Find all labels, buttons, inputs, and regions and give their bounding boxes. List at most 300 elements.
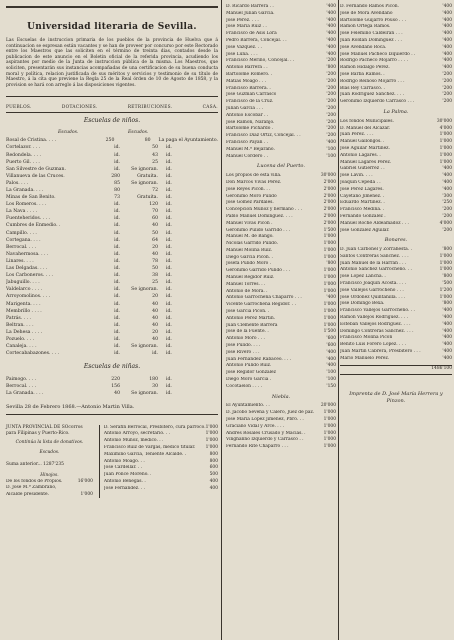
donor-name: Domingo Contreras Sanchez. . . . [340, 328, 414, 334]
table-cell: Los Carboneros. . . . [6, 273, 54, 279]
donor-amount: 1'000 [323, 275, 336, 281]
donor-amount: '600 [326, 336, 336, 342]
top-rule [6, 6, 218, 8]
donor-name: Francisco Merino, Concejal. . . [226, 58, 295, 64]
list-item [226, 214, 336, 221]
list-item [340, 187, 452, 194]
junta-section: Hinojos. [40, 472, 59, 478]
list-item [226, 437, 336, 444]
list-item [226, 384, 336, 391]
donor-amount: '400 [326, 37, 336, 43]
donor-name: Los fondos Municipales. [340, 118, 394, 124]
list-item [340, 132, 452, 139]
donor-list [100, 425, 218, 499]
table-cell: id. [114, 152, 120, 158]
table-cell: 73 [114, 195, 120, 201]
list-item [340, 295, 452, 302]
donor-name: Manuel Vivas Picon . [226, 220, 273, 226]
donor-name: Francisco Molina Picon [340, 335, 393, 341]
list-item [226, 403, 336, 410]
donor-amount: 2'000 [323, 200, 336, 206]
donor-name: Gabriel Gutierrez . . [340, 166, 385, 172]
donor-amount: 2'000 [323, 186, 336, 192]
section-heading: La Palma. [383, 108, 409, 115]
table-cell: Arroyomolinos. . . . [6, 294, 51, 300]
list-item [226, 323, 336, 330]
donor-name: José María Ruiz . . [226, 24, 267, 30]
table-cell: Cortegana. . . . [6, 237, 41, 243]
donor-name: Juan Fernandez Rabaceo. . . . [226, 356, 292, 362]
list-item [226, 65, 336, 72]
table-cell: id. [166, 315, 172, 321]
donor-amount: '400 [442, 37, 452, 43]
donor-name: Juan Rodriguez Sanchez. . . . [340, 92, 405, 98]
donor-amount: 1'000 [323, 302, 336, 308]
list-item [226, 431, 336, 438]
table-cell: Berrocal. . . . [6, 384, 37, 390]
donor-amount: '600 [326, 343, 336, 349]
table-cell: id. [114, 322, 120, 328]
donor-name: Concepcion Muñoz y hermano . . . [226, 207, 302, 213]
table-cell: id. [114, 315, 120, 321]
donor-name: José Lavin. . . . [340, 173, 373, 179]
table-cell: id. [166, 244, 172, 250]
list-item [226, 200, 336, 207]
donor-amount: 1'000 [323, 410, 336, 416]
table-row [6, 237, 218, 244]
donor-list [340, 119, 452, 235]
girls-schools-table [6, 376, 218, 397]
donor-name: José Gonzalez Aguilar. [340, 227, 390, 233]
table-cell: 20 [152, 244, 158, 250]
donor-name: Fernando Rite Chaparro . . . [226, 444, 289, 450]
table-row [6, 251, 218, 258]
donor-name: Antonio Muñoz, médico. . . [103, 438, 164, 444]
table-cell: La Granada. . . . [6, 391, 44, 397]
list-item [340, 126, 452, 133]
donor-amount: '400 [326, 31, 336, 37]
donor-amount: 20'000 [320, 403, 336, 409]
donor-amount: '100 [326, 146, 336, 152]
donor-name: José Vazquez. . . [226, 44, 262, 50]
donor-amount: 1'000 [439, 139, 452, 145]
table-cell: Minas de San Benito. [6, 195, 56, 201]
list-item [226, 295, 336, 302]
donor-name: Santos Contreras Sanchez. . . . [340, 253, 409, 259]
donor-amount: 600 [209, 465, 218, 471]
table-cell: id. [166, 391, 172, 397]
table-row [6, 144, 218, 151]
donor-name: Francisco de la Cruz. [226, 99, 274, 105]
donor-amount: '100 [326, 370, 336, 376]
table-cell: id. [166, 188, 172, 193]
donor-amount: 30'000 [320, 173, 336, 179]
donor-amount: '200 [442, 227, 452, 233]
table-row [6, 208, 218, 215]
list-item [226, 194, 336, 201]
table-cell: La Nava . . . . [6, 209, 38, 215]
table-header [6, 105, 218, 110]
table-cell: Patrás. . . . [6, 315, 31, 321]
table-cell: id. [166, 266, 172, 272]
table-row [6, 180, 218, 187]
donor-name: Manuel M. de Bango. [226, 234, 274, 240]
table-cell: Jabuguillo. . . . [6, 280, 40, 286]
list-item [340, 119, 452, 126]
donor-name: Antonio Lagares. . [340, 152, 381, 158]
table-cell: 80 [114, 188, 120, 193]
list-item [226, 302, 336, 309]
list-item [226, 316, 336, 323]
table-cell: Puerto Gil. . . . [6, 159, 40, 165]
table-cell: San Silvestre de Guzman. [6, 166, 66, 172]
donor-amount: 1'000 [323, 247, 336, 253]
donor-amount: '200 [326, 92, 336, 98]
donor-amount: '800 [326, 65, 336, 71]
divider [6, 414, 218, 415]
table-row [6, 308, 218, 315]
list-item [226, 248, 336, 255]
table-row [6, 194, 218, 201]
list-item [104, 452, 218, 459]
table-cell: id. [114, 159, 120, 165]
table-cell: Beltran. . . . [6, 322, 34, 328]
donor-name: José Felemino Caldeiran . . . [340, 31, 403, 37]
list-item [340, 221, 452, 228]
table-cell: id. [114, 294, 120, 300]
middle-column [226, 4, 336, 451]
table-cell: id. [166, 251, 172, 257]
list-item [226, 424, 336, 431]
donor-name: Geronimo Pulido Garrido . . . [226, 227, 291, 233]
table-cell: 250 [105, 138, 115, 144]
donor-name: Vinghanno Izquierdo y Carrasco . . [226, 437, 304, 443]
list-item [226, 336, 336, 343]
donor-name: Benito Luis Forero Lopez. . . . [340, 342, 406, 348]
donor-amount: '400 [326, 51, 336, 57]
table-row [6, 350, 218, 357]
donor-name: Antonio Moro . . . [226, 336, 265, 342]
list-item [226, 275, 336, 282]
donor-amount: '100 [326, 153, 336, 159]
list-item [226, 329, 336, 336]
table-cell: id. [114, 209, 120, 215]
donor-amount: 1'000 [205, 444, 218, 450]
donor-amount: '300 [442, 193, 452, 199]
donor-amount: 2'000 [323, 213, 336, 219]
table-cell: id. [114, 308, 120, 314]
donor-amount: 4'000 [439, 125, 452, 131]
donor-name: Esteban Vallejos Rodriguez. . . . [340, 321, 411, 327]
donor-name: Francisco Payan . . [226, 139, 269, 145]
list-item [340, 79, 452, 86]
table-row [6, 173, 218, 180]
list-item [340, 160, 452, 167]
list-item [226, 261, 336, 268]
donor-name: Antonio Moago. . . [103, 458, 145, 464]
page-title: Universidad literaria de Sevilla. [27, 22, 197, 32]
list-item [340, 11, 452, 18]
list-item [340, 281, 452, 288]
list-item [226, 106, 336, 113]
donor-name: D. José M.ª Zambrano, [6, 485, 57, 491]
donor-amount: '400 [442, 24, 452, 30]
junta-block [6, 425, 100, 499]
donor-amount: '200 [326, 126, 336, 132]
donor-amount: 1'000 [323, 288, 336, 294]
table-cell: id. [114, 244, 120, 250]
table-cell: Redondela. . . . [6, 152, 41, 158]
donor-name: Manuel Roche Aldeamadoz . . . [340, 220, 409, 226]
donor-amount: 1'000 [323, 309, 336, 315]
donor-name: José Fernandez. . . [103, 485, 146, 491]
donor-amount: '400 [442, 186, 452, 192]
donor-amount: 1'000 [439, 159, 452, 165]
donor-name: José Lopez Lancha. . [340, 274, 386, 280]
donor-amount: '200 [326, 58, 336, 64]
table-row [6, 279, 218, 286]
donor-amount: 1'000 [205, 431, 218, 437]
junta-sum: Suma anterior... 1287'235 [6, 462, 64, 468]
donor-name: Manuel Lagares Perez. [340, 159, 392, 165]
list-item [340, 274, 452, 281]
list-item [340, 58, 452, 65]
list-item [226, 417, 336, 424]
list-item [340, 24, 452, 31]
donor-amount: '400 [442, 4, 452, 9]
list-item [226, 410, 336, 417]
table-cell: Berrocal. . . . [6, 244, 37, 250]
donor-name: Alcalde presidente. [6, 491, 50, 497]
list-item [340, 86, 452, 93]
donor-amount: '400 [442, 31, 452, 37]
list-item [226, 289, 336, 296]
table-cell: 25 [152, 280, 158, 286]
table-cell: id. [166, 258, 172, 264]
table-cell: 40 [152, 336, 158, 342]
donor-name: Manuel Cordero . . [226, 153, 269, 159]
list-item [340, 180, 452, 187]
table-cell: Navahermosa. . . . [6, 251, 49, 257]
table-cell: 40 [152, 322, 158, 328]
table-cell: La Granada. . . . [6, 188, 44, 193]
donor-amount: '250 [442, 200, 452, 206]
table-cell: Linares. . . . [6, 258, 34, 264]
list-item [340, 166, 452, 173]
list-item [340, 335, 452, 342]
list-item [340, 4, 452, 11]
list-item [340, 52, 452, 59]
donor-amount: 1'000 [439, 294, 452, 300]
list-item [226, 45, 336, 52]
table-cell: id. [114, 251, 120, 257]
table-cell: 38 [152, 273, 158, 279]
donor-name: Rodrigo Reinoso Mojarro . . . [340, 78, 405, 84]
list-item [340, 261, 452, 268]
list-item [104, 465, 218, 472]
table-row [6, 301, 218, 308]
list-item [226, 207, 336, 214]
donor-amount: 800 [209, 451, 218, 457]
list-item [226, 38, 336, 45]
donor-amount: '200 [326, 105, 336, 111]
donor-list [340, 247, 452, 363]
donor-name: José Aguilar Martinez. [340, 145, 390, 151]
table-cell: id. [166, 351, 172, 357]
table-cell: 40 [152, 301, 158, 307]
list-item [340, 200, 452, 207]
donor-amount: '200 [326, 78, 336, 84]
table-cell: id. [114, 230, 120, 236]
donor-name: Ramon Ortega Ramos. [340, 24, 391, 30]
donor-amount: 400 [209, 478, 218, 484]
list-item [340, 322, 452, 329]
list-item [340, 99, 452, 106]
section-heading: Lucena del Puerto. [257, 163, 305, 170]
donor-amount: 1'500 [323, 227, 336, 233]
table-cell: Gratuita. [137, 173, 158, 179]
donor-amount: '400 [442, 308, 452, 314]
donor-amount: '400 [442, 166, 452, 172]
table-cell: 80 [144, 138, 151, 144]
table-cell: id. [114, 223, 120, 229]
list-item [226, 92, 336, 99]
units-label: Escudos. [58, 130, 79, 136]
list-item [226, 268, 336, 275]
table-cell: Rosal de Cristina. . . . [6, 138, 57, 144]
table-cell: id. [166, 294, 172, 300]
table-row [6, 201, 218, 208]
units-label: Escudos. [128, 130, 149, 136]
table-cell: 25 [152, 159, 158, 165]
list-item [226, 343, 336, 350]
list-item [226, 86, 336, 93]
donor-name: Antonio de Mora. . [226, 288, 268, 294]
donor-amount: 1'000 [323, 423, 336, 429]
donor-name: Geronimo Moro Pulido [226, 193, 277, 199]
donor-amount: 1'000 [323, 268, 336, 274]
list-item [340, 315, 452, 322]
donor-name: D. Serafin Berrocal, Presbítero, cura párroco. [103, 424, 206, 430]
donor-amount: '400 [442, 335, 452, 341]
donor-amount: '400 [442, 321, 452, 327]
table-row [6, 315, 218, 322]
donor-name: Francisco Joaquin Acosta. . . . [340, 281, 407, 287]
list-item [340, 349, 452, 356]
donor-amount: '400 [442, 17, 452, 23]
right-column [340, 4, 452, 405]
donor-amount: 1'000 [323, 444, 336, 450]
table-row [6, 159, 218, 166]
donor-name: Antonio Escobar . . [226, 112, 269, 118]
table-cell: id. [166, 166, 172, 172]
donor-list [226, 4, 336, 160]
donor-amount: '400 [442, 44, 452, 50]
table-cell: id. [166, 223, 172, 229]
donor-amount: '800 [442, 274, 452, 280]
donor-amount: '400 [442, 328, 452, 334]
list-item [104, 438, 218, 445]
donor-name: Antonio Garrocheña Chaparro . . . [226, 295, 302, 301]
list-item [340, 342, 452, 349]
donor-amount: 1'000 [205, 424, 218, 430]
list-item [340, 247, 452, 254]
table-cell: id. [166, 287, 172, 293]
junta-units: Escudos. [39, 449, 60, 455]
donor-name: Antonio Sanchez Garrocheno. . . [340, 267, 412, 273]
table-cell: id. [166, 377, 172, 383]
list-item [104, 459, 218, 466]
table-rule [6, 112, 218, 113]
donor-name: Francisco de Asís Lora [226, 31, 277, 37]
donor-amount: '400 [326, 17, 336, 23]
table-cell: id. [114, 258, 120, 264]
junta-list [6, 479, 93, 498]
list-item [226, 133, 336, 140]
list-item [226, 282, 336, 289]
donor-name: Antonio Perez Martin. [226, 315, 276, 321]
table-cell: Cortecababazones. . . . [6, 351, 60, 357]
donor-list [226, 173, 336, 391]
list-item [340, 228, 452, 235]
donor-name: Antonio Pulido Ruiz. [226, 363, 272, 369]
donor-name: Francisco Vallejos Garrocheno. . . [340, 308, 415, 314]
list-item [226, 140, 336, 147]
list-item [226, 241, 336, 248]
donor-name: Julian García . . . [226, 105, 264, 111]
donor-amount: 1'000 [323, 234, 336, 240]
donor-name: José Cardellar. . . [103, 465, 143, 471]
list-item [104, 486, 218, 493]
table-cell: Canaleja. . . . [6, 344, 37, 350]
boys-schools-table [6, 137, 218, 357]
list-item [226, 72, 336, 79]
list-item [226, 350, 336, 357]
table-cell: id. [166, 180, 172, 186]
table-cell: Pozuelo. . . . [6, 336, 35, 342]
list-item [226, 221, 336, 228]
table-cell: id. [114, 237, 120, 243]
donor-name: Graciano Vidal y Arce. . . . [226, 423, 285, 429]
donor-amount: '200 [326, 119, 336, 125]
donor-amount: '400 [442, 349, 452, 355]
table-cell: 180 [149, 377, 158, 383]
table-cell: 85 [114, 180, 120, 186]
donor-amount: 2'000 [323, 179, 336, 185]
table-row [6, 215, 218, 222]
table-cell: 64 [152, 237, 158, 243]
table-cell: 30 [152, 384, 158, 390]
donor-name: Don Marcos Vivas Perez. [226, 179, 282, 185]
donor-amount: '400 [442, 179, 452, 185]
list-item [340, 214, 452, 221]
list-item [226, 24, 336, 31]
table-cell: 40 [152, 223, 158, 229]
donor-name: José Reyes Picon. . . [226, 186, 271, 192]
donor-name: Juan Manuel de la Harran . . . [340, 260, 407, 266]
donor-amount: '200 [442, 78, 452, 84]
donor-name: Pablo Manuel Dominguez. . . . [226, 213, 293, 219]
list-item [226, 58, 336, 65]
donor-amount: 500 [209, 472, 218, 478]
donor-name: Antonio Benegas. . [103, 478, 146, 484]
table-cell: id. [166, 202, 172, 208]
donor-name: José Ramon, Naranjo. [226, 119, 275, 125]
donor-name: Juan Roldan Dominguez . . . [340, 37, 402, 43]
donor-name: Antonio Arroyo, secretario. . . [103, 431, 170, 437]
donor-name: Francisco Diaz Ortiz, Concejal. . . [226, 133, 301, 139]
donor-name: D. Juan Carbonel y Zorrahesta. . [340, 247, 412, 253]
